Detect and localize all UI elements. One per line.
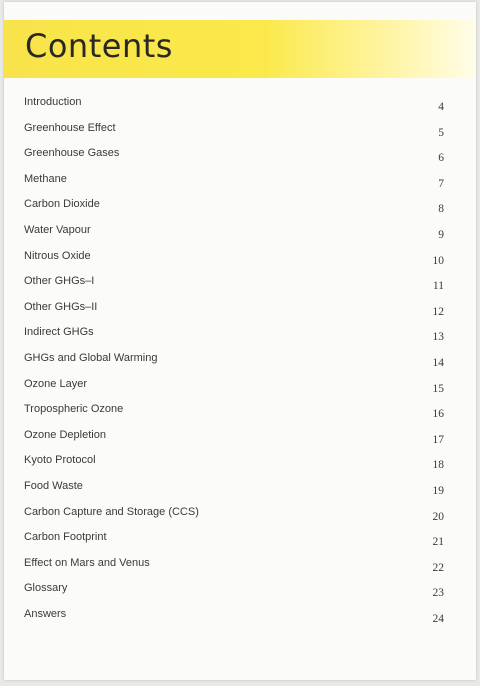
toc-entry [4, 219, 476, 245]
toc-entry-title: Glossary [24, 582, 68, 595]
toc-entry [4, 142, 476, 168]
toc-entry-title: Indirect GHGs [24, 326, 94, 339]
toc-entry-title: Water Vapour [24, 223, 91, 236]
toc-entry [4, 91, 476, 117]
toc-entry-page-number: 8 [438, 203, 444, 216]
toc-entry-title: Other GHGs–I [24, 275, 95, 288]
toc-entry-page-number: 24 [432, 612, 444, 625]
toc-entry [4, 168, 476, 194]
toc-entry-page-number: 6 [438, 152, 444, 165]
toc-entry-page-number: 4 [438, 101, 444, 113]
toc-entry-page-number: 7 [438, 177, 444, 190]
toc-entry [4, 449, 476, 475]
document-page [4, 2, 476, 680]
toc-entry-title: Kyoto Protocol [24, 454, 96, 467]
toc-entry-page-number: 13 [432, 331, 444, 344]
toc-entry-page-number: 18 [432, 459, 444, 472]
toc-entry-title: Effect on Mars and Venus [24, 556, 150, 569]
toc-entry-page-number: 21 [432, 536, 444, 549]
toc-entry-title: Greenhouse Effect [24, 121, 116, 134]
toc-entry [4, 603, 476, 629]
toc-entry [4, 552, 476, 578]
toc-entry-title: Food Waste [24, 479, 83, 492]
toc-entry-title: Carbon Footprint [24, 531, 107, 544]
toc-entry-page-number: 11 [432, 280, 444, 293]
toc-entry-title: Greenhouse Gases [24, 147, 120, 160]
toc-entry [4, 526, 476, 552]
toc-entry [4, 424, 476, 450]
toc-entry-page-number: 23 [432, 587, 444, 600]
toc-entry-title: Carbon Dioxide [24, 198, 100, 211]
toc-entry [4, 117, 476, 143]
toc-entry-page-number: 5 [438, 126, 444, 139]
toc-entry-page-number: 17 [432, 433, 444, 446]
toc-entry [4, 501, 476, 527]
page-title: Contents [25, 27, 173, 65]
toc-entry-page-number: 22 [432, 561, 444, 574]
toc-entry-title: Introduction [24, 96, 82, 108]
toc-entry-title: Ozone Layer [24, 377, 87, 390]
toc-entry [4, 270, 476, 296]
toc-entry-page-number: 20 [432, 510, 444, 523]
title-banner [4, 20, 476, 78]
toc-entry-title: Ozone Depletion [24, 428, 106, 441]
toc-entry-title: Answers [24, 607, 67, 620]
toc-entry [4, 193, 476, 219]
toc-entry [4, 475, 476, 501]
toc-entry-page-number: 16 [432, 408, 444, 421]
toc-entry-title: Methane [24, 172, 67, 185]
toc-entry-title: Nitrous Oxide [24, 249, 91, 262]
toc-entry-page-number: 15 [432, 382, 444, 395]
toc-entry-title: Tropospheric Ozone [24, 403, 124, 416]
toc-entry-page-number: 9 [438, 228, 444, 241]
toc-entry-page-number: 14 [432, 356, 444, 369]
toc-entry [4, 398, 476, 424]
toc-entry-title: GHGs and Global Warming [24, 351, 158, 364]
toc-entry-title: Other GHGs–II [24, 300, 98, 313]
toc-entry-page-number: 19 [432, 484, 444, 497]
table-of-contents [4, 91, 476, 628]
toc-entry [4, 347, 476, 373]
toc-entry-page-number: 12 [432, 305, 444, 318]
toc-entry [4, 296, 476, 322]
toc-entry [4, 321, 476, 347]
toc-entry-title: Carbon Capture and Storage (CCS) [24, 505, 199, 518]
toc-entry-page-number: 10 [432, 254, 444, 267]
toc-entry [4, 373, 476, 399]
toc-entry [4, 245, 476, 271]
toc-entry [4, 577, 476, 603]
